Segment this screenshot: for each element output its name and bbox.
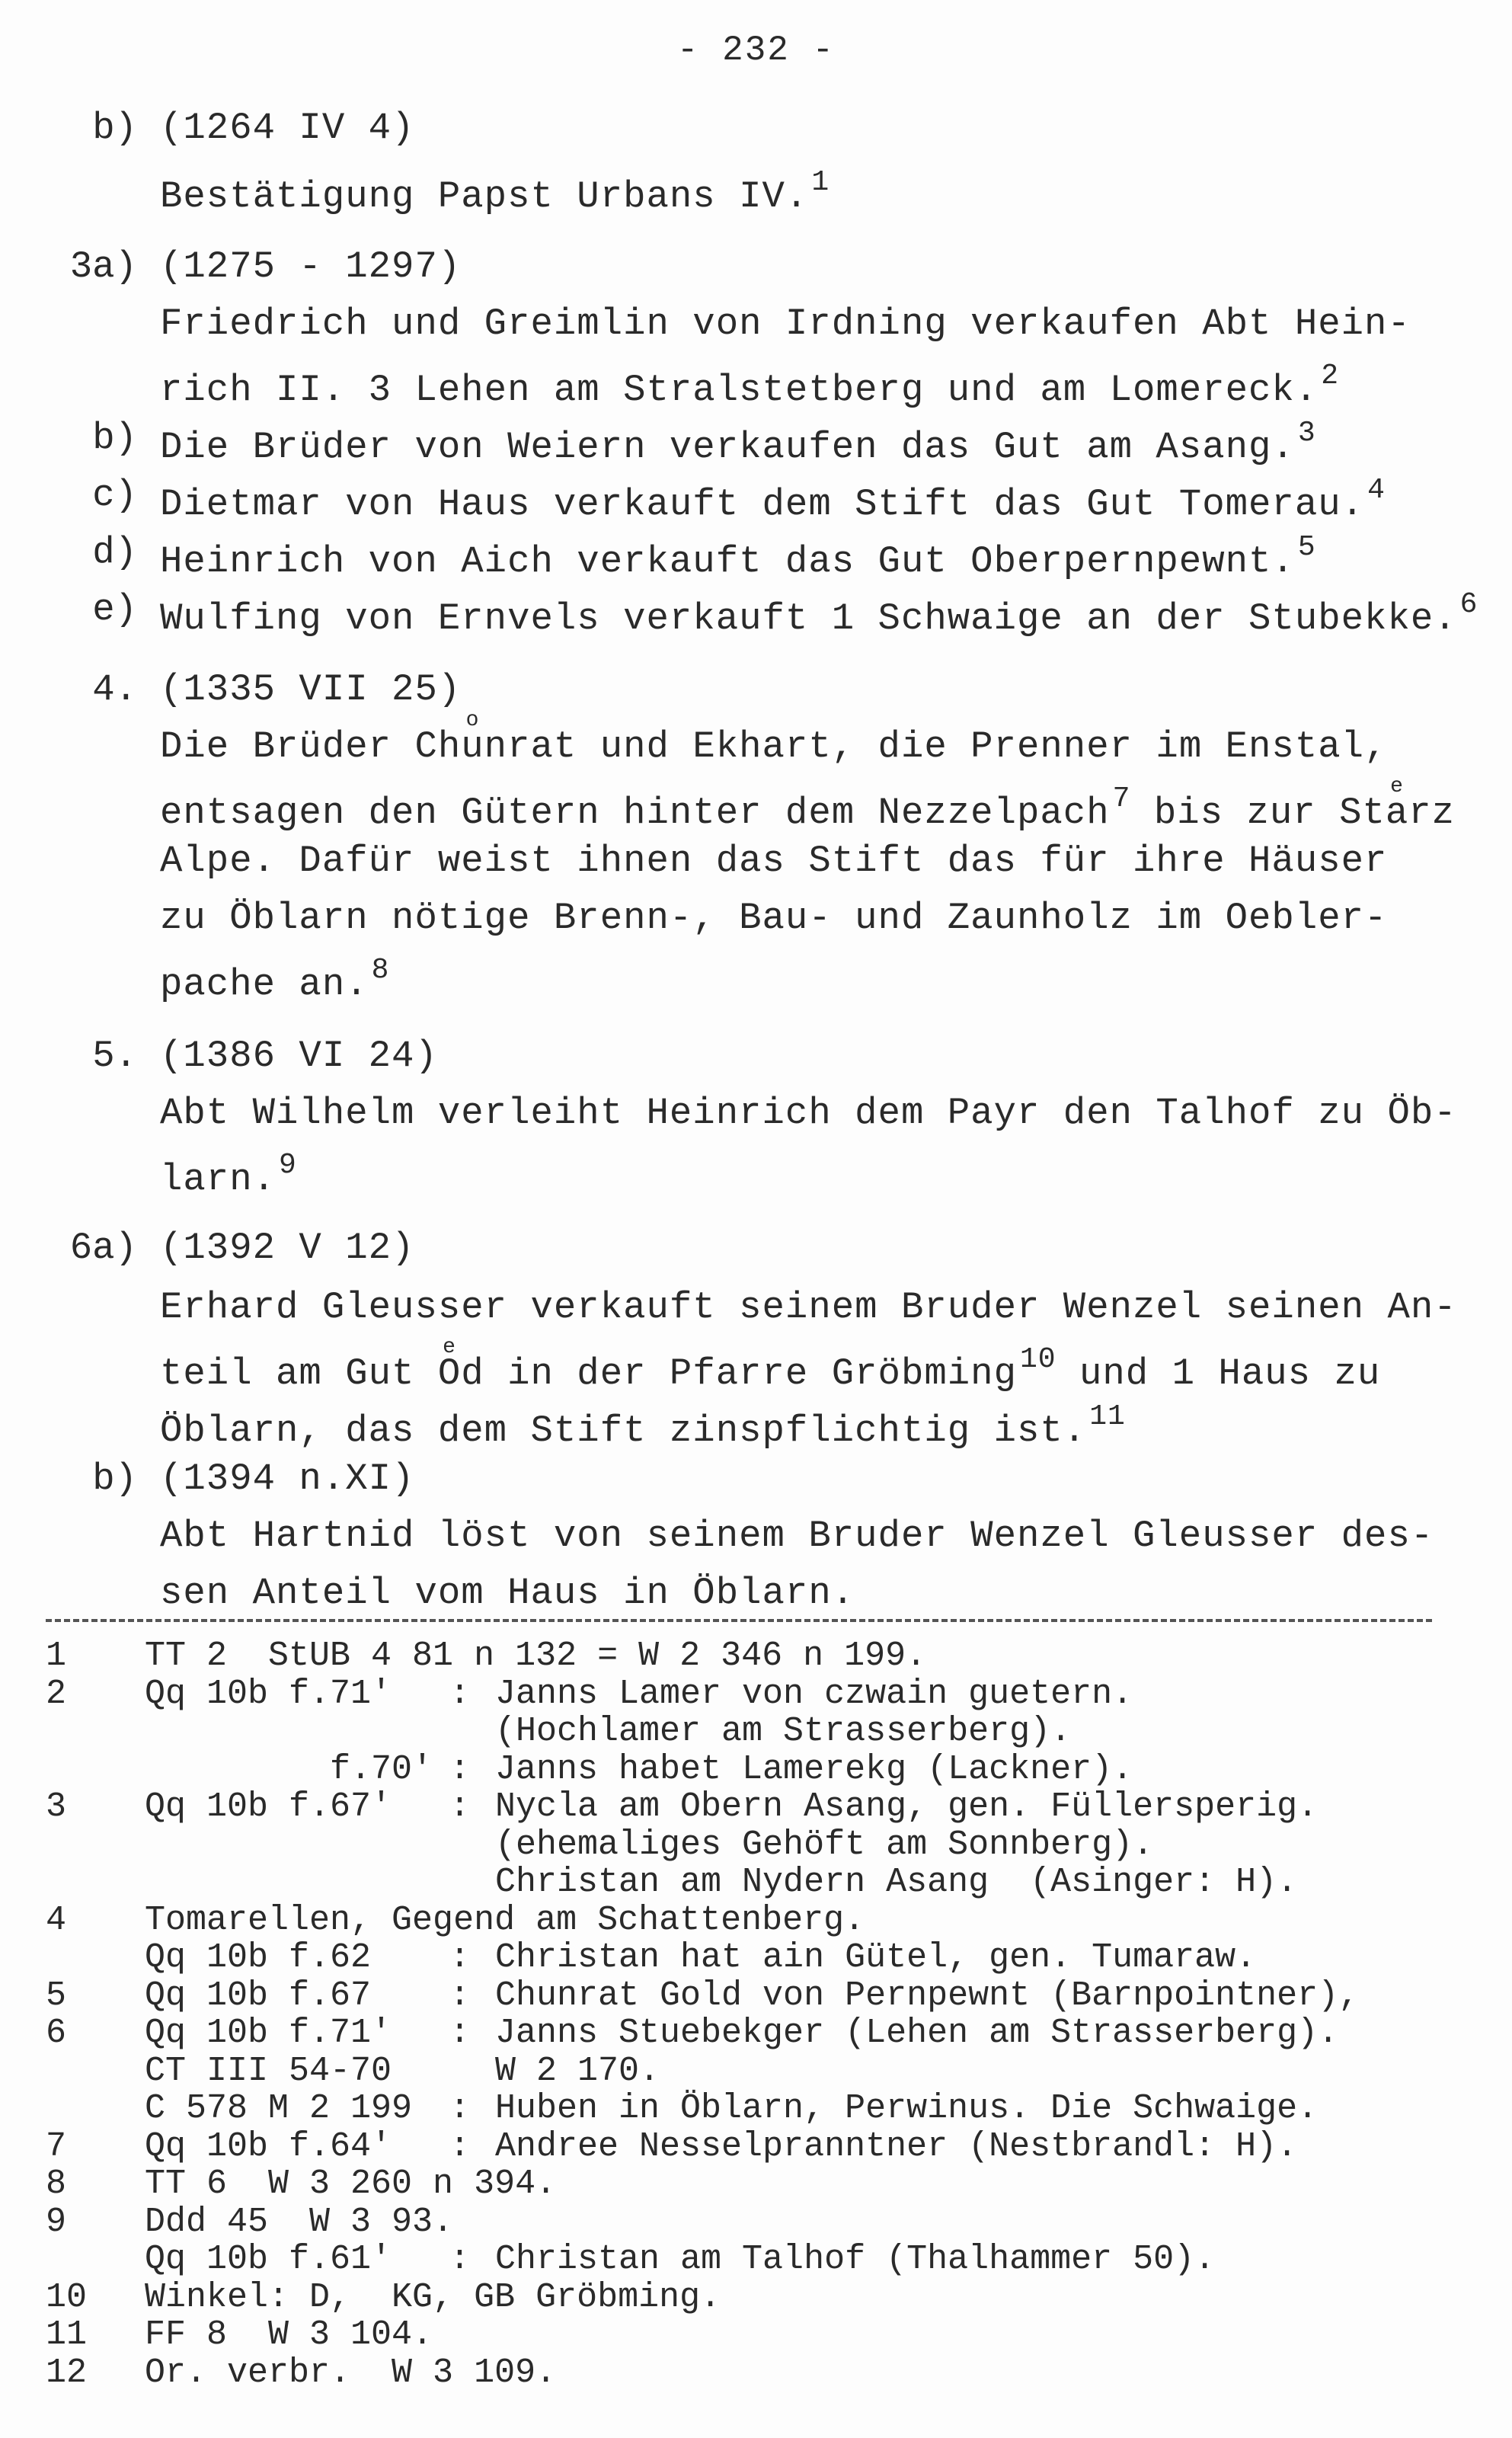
- footnote-number: 7: [46, 2126, 67, 2166]
- entry-text: Alpe. Dafür weist ihnen das Stift das für ihre Häuser: [160, 840, 1388, 882]
- footnote-ref: 1: [811, 166, 830, 199]
- entry-text: Dietmar von Haus verkauft dem Stift das Gut Tomerau. $^4$: [160, 474, 1386, 526]
- footnote-colon: :: [449, 1749, 471, 1789]
- footnote-description: Janns Lamer von czwain guetern.: [495, 1674, 1133, 1713]
- footnote-source: Qq 10b f.71': [145, 2014, 392, 2052]
- footnote-source: Qq 10b f.62: [145, 1938, 372, 1977]
- footnote-number: 3: [46, 1787, 67, 1826]
- footnote-source: C 578 M 2 199: [145, 2089, 413, 2128]
- footnote-ref: 10: [1019, 1343, 1056, 1376]
- footnote-number: 8: [46, 2164, 67, 2203]
- entry-text: Die Brüder von Weiern verkaufen das Gut am Asang. $^3$: [160, 417, 1316, 469]
- entry-text: Wulfing von Ernvels verkauft 1 Schwaige an der Stubekke. $^6$: [160, 588, 1478, 640]
- footnote-text: TT 6 W 3 260 n 394.: [145, 2164, 557, 2203]
- footnote-ref: 4: [1367, 474, 1386, 507]
- footnote-number: 2: [46, 1674, 67, 1713]
- entry-date: (1335 VII 25): [160, 668, 462, 711]
- footnote-text: Tomarellen, Gegend am Schattenberg.: [145, 1900, 865, 1940]
- page-number: - 232 -: [676, 30, 836, 70]
- footnote-source: Qq 10b f.71': [145, 1674, 392, 1713]
- footnote-number: 5: [46, 1976, 67, 2015]
- entry-label: b): [92, 417, 137, 459]
- entry-label: d): [92, 531, 137, 574]
- entry-text: zu Öblarn nötige Brenn-, Bau- und Zaunholz im Oebler-: [160, 897, 1388, 939]
- footnote-ref: 5: [1297, 531, 1316, 564]
- entry-text: rich II. 3 Lehen am Stralstetberg und am Lomereck. $^2$: [160, 360, 1340, 411]
- entry-date: (1386 VI 24): [160, 1035, 438, 1077]
- footnote-source: Qq 10b f.64': [145, 2126, 392, 2166]
- entry-text: Heinrich von Aich verkauft das Gut Oberpernpewnt. $^5$: [160, 531, 1316, 583]
- entry-label: 3a): [69, 245, 137, 288]
- entry-label: b): [92, 107, 137, 149]
- footnote-ref: 6: [1459, 588, 1478, 621]
- footnote-colon: :: [449, 1938, 471, 1977]
- footnote-number: 11: [46, 2315, 88, 2354]
- footnote-description: (ehemaliges Gehöft am Sonnberg).: [495, 1825, 1154, 1864]
- entry-label: 4.: [92, 668, 137, 711]
- footnote-description: Christan hat ain Gütel, gen. Tumaraw.: [495, 1938, 1257, 1977]
- footnote-description: Christan am Nydern Asang (Asinger: H).: [495, 1863, 1298, 1902]
- footnote-text: TT 2 StUB 4 81 n 132 = W 2 346 n 199.: [145, 1637, 927, 1675]
- footnote-ref: 8: [371, 954, 390, 987]
- footnote-number: 1: [46, 1637, 67, 1675]
- footnote-source: f.70': [145, 1749, 433, 1789]
- footnote-description: Nycla am Obern Asang, gen. Füllersperig.: [495, 1787, 1319, 1826]
- footnote-source: Qq 10b f.67: [145, 1976, 372, 2015]
- footnote-ref: 9: [279, 1149, 297, 1182]
- entry-label: c): [92, 474, 137, 517]
- footnote-description: Janns habet Lamerekg (Lackner).: [495, 1749, 1133, 1789]
- footnote-text: FF 8 W 3 104.: [145, 2315, 433, 2354]
- entry-text: Abt Hartnid löst von seinem Bruder Wenzel Gleusser des-: [160, 1515, 1434, 1557]
- footnote-separator: [46, 1619, 1432, 1622]
- entry-label: 5.: [92, 1035, 137, 1077]
- footnote-colon: :: [449, 2126, 471, 2166]
- footnote-text: Ddd 45 W 3 93.: [145, 2202, 454, 2241]
- footnote-number: 9: [46, 2202, 67, 2241]
- entry-date: (1392 V 12): [160, 1227, 415, 1269]
- footnote-colon: :: [449, 2014, 471, 2052]
- footnote-number: 10: [46, 2277, 88, 2317]
- entry-label: e): [92, 588, 137, 631]
- footnote-source: CT III 54-70: [145, 2051, 392, 2091]
- footnote-source: Qq 10b f.67': [145, 1787, 392, 1826]
- footnote-source: Qq 10b f.61': [145, 2240, 392, 2279]
- footnote-description: Huben in Öblarn, Perwinus. Die Schwaige.: [495, 2089, 1319, 2128]
- footnote-number: 12: [46, 2353, 88, 2392]
- footnote-text: Winkel: D, KG, GB Gröbming.: [145, 2277, 721, 2317]
- entry-text: Erhard Gleusser verkauft seinem Bruder Wenzel seinen An-: [160, 1286, 1457, 1329]
- footnote-colon: :: [449, 2240, 471, 2279]
- entry-label: b): [92, 1457, 137, 1500]
- footnote-number: 6: [46, 2014, 67, 2052]
- entry-text: Friedrich und Greimlin von Irdning verkaufen Abt Hein-: [160, 302, 1411, 345]
- footnote-number: 4: [46, 1900, 67, 1940]
- superscript-o: o: [465, 709, 480, 732]
- footnote-colon: :: [449, 1787, 471, 1826]
- entry-date: (1394 n.XI): [160, 1457, 415, 1500]
- footnote-description: (Hochlamer am Strasserberg).: [495, 1712, 1072, 1751]
- footnote-ref: 2: [1321, 360, 1340, 392]
- entry-text: Öblarn, das dem Stift zinspflichtig ist. $^{11}$: [160, 1400, 1126, 1452]
- footnote-colon: :: [449, 1976, 471, 2015]
- footnote-colon: :: [449, 1674, 471, 1713]
- entry-text: sen Anteil vom Haus in Öblarn.: [160, 1572, 855, 1614]
- entry-date: (1275 - 1297): [160, 245, 462, 288]
- footnote-ref: 3: [1297, 417, 1316, 450]
- entry-label: 6a): [69, 1227, 137, 1269]
- entry-text: teil am Gut e Od in der Pfarre Gröbming $^{10}$ und 1 Haus zu: [160, 1336, 1381, 1395]
- superscript-e: e: [1390, 775, 1404, 798]
- superscript-e: e: [443, 1336, 456, 1359]
- footnote-description: Christan am Talhof (Thalhammer 50).: [495, 2240, 1216, 2279]
- entry-text: pache an. $^8$: [160, 954, 390, 1006]
- footnote-text: Or. verbr. W 3 109.: [145, 2353, 557, 2392]
- entry-text: larn. $^9$: [160, 1149, 297, 1201]
- entry-text: entsagen den Gütern hinter dem Nezzelpach $^7$ bis zur St e arz: [160, 775, 1456, 834]
- footnote-description: W 2 170.: [495, 2051, 660, 2091]
- entry-text: Bestätigung Papst Urbans IV. $^1$: [160, 166, 830, 218]
- entry-date: (1264 IV 4): [160, 107, 415, 149]
- footnote-ref: 7: [1112, 782, 1131, 815]
- entry-text: Abt Wilhelm verleiht Heinrich dem Payr den Talhof zu Öb-: [160, 1092, 1457, 1134]
- footnote-description: Chunrat Gold von Pernpewnt (Barnpointner),: [495, 1976, 1360, 2015]
- footnote-description: Andree Nesselpranntner (Nestbrandl: H).: [495, 2126, 1298, 2166]
- footnote-ref: 11: [1089, 1400, 1126, 1433]
- entry-text: Die Brüder Ch o unrat und Ekhart, die Prenner im Enstal,: [160, 709, 1388, 768]
- footnote-description: Janns Stuebekger (Lehen am Strasserberg).: [495, 2014, 1339, 2052]
- footnote-colon: :: [449, 2089, 471, 2128]
